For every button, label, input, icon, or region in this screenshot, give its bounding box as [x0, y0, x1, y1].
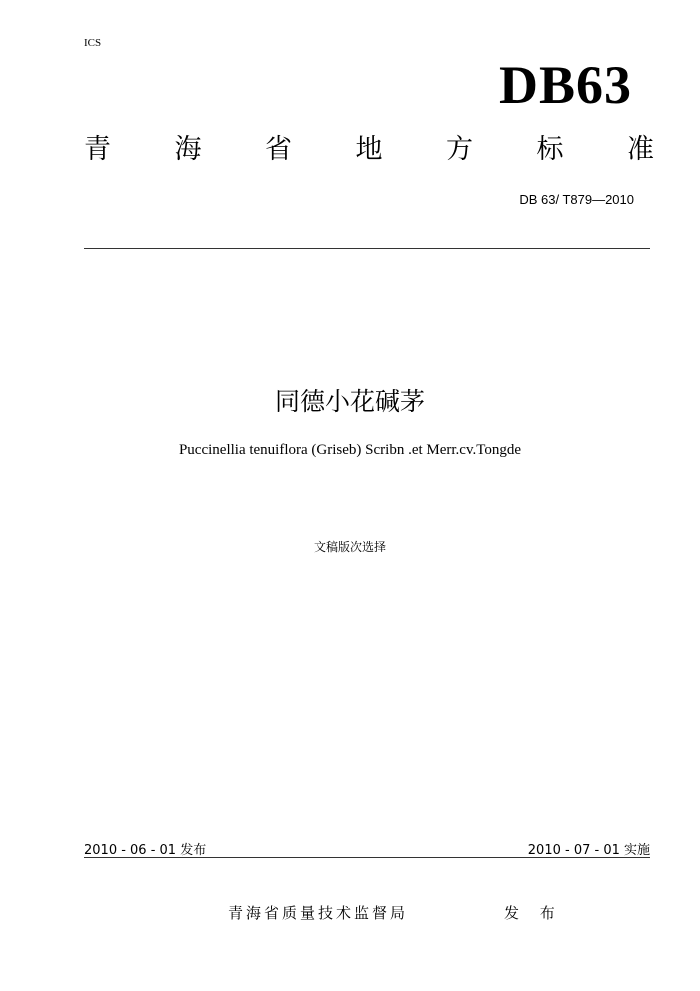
- standard-type-title: [84, 136, 654, 163]
- issuing-authority: 青海省质量技术监督局: [228, 904, 409, 922]
- ics-label: ICS: [84, 37, 102, 49]
- standard-type-char: 标: [536, 134, 564, 165]
- issue-date: 2010 - 06 - 01 发布: [84, 843, 207, 858]
- standard-number: DB 63/ T879—2010: [519, 192, 634, 207]
- standard-code: DB63: [498, 55, 632, 115]
- standard-type-char: 青: [84, 134, 111, 165]
- document-title: 同德小花碱茅: [274, 387, 425, 416]
- header-divider: [84, 248, 650, 249]
- issue-word: 发 布: [504, 904, 563, 922]
- standard-type-char: 省: [265, 134, 292, 165]
- implementation-date: 2010 - 07 - 01 实施: [527, 843, 650, 858]
- footer-divider: [84, 857, 650, 858]
- standard-type-char: 地: [355, 134, 383, 165]
- document-subtitle-latin: Puccinellia tenuiflora (Griseb) Scribn .et Merr.cv.Tongde: [178, 442, 522, 458]
- standard-type-char: 海: [174, 134, 202, 165]
- standard-type-char: 方: [446, 134, 473, 165]
- version-note: 文稿版次选择: [313, 540, 386, 554]
- standard-type-char: 准: [627, 134, 654, 165]
